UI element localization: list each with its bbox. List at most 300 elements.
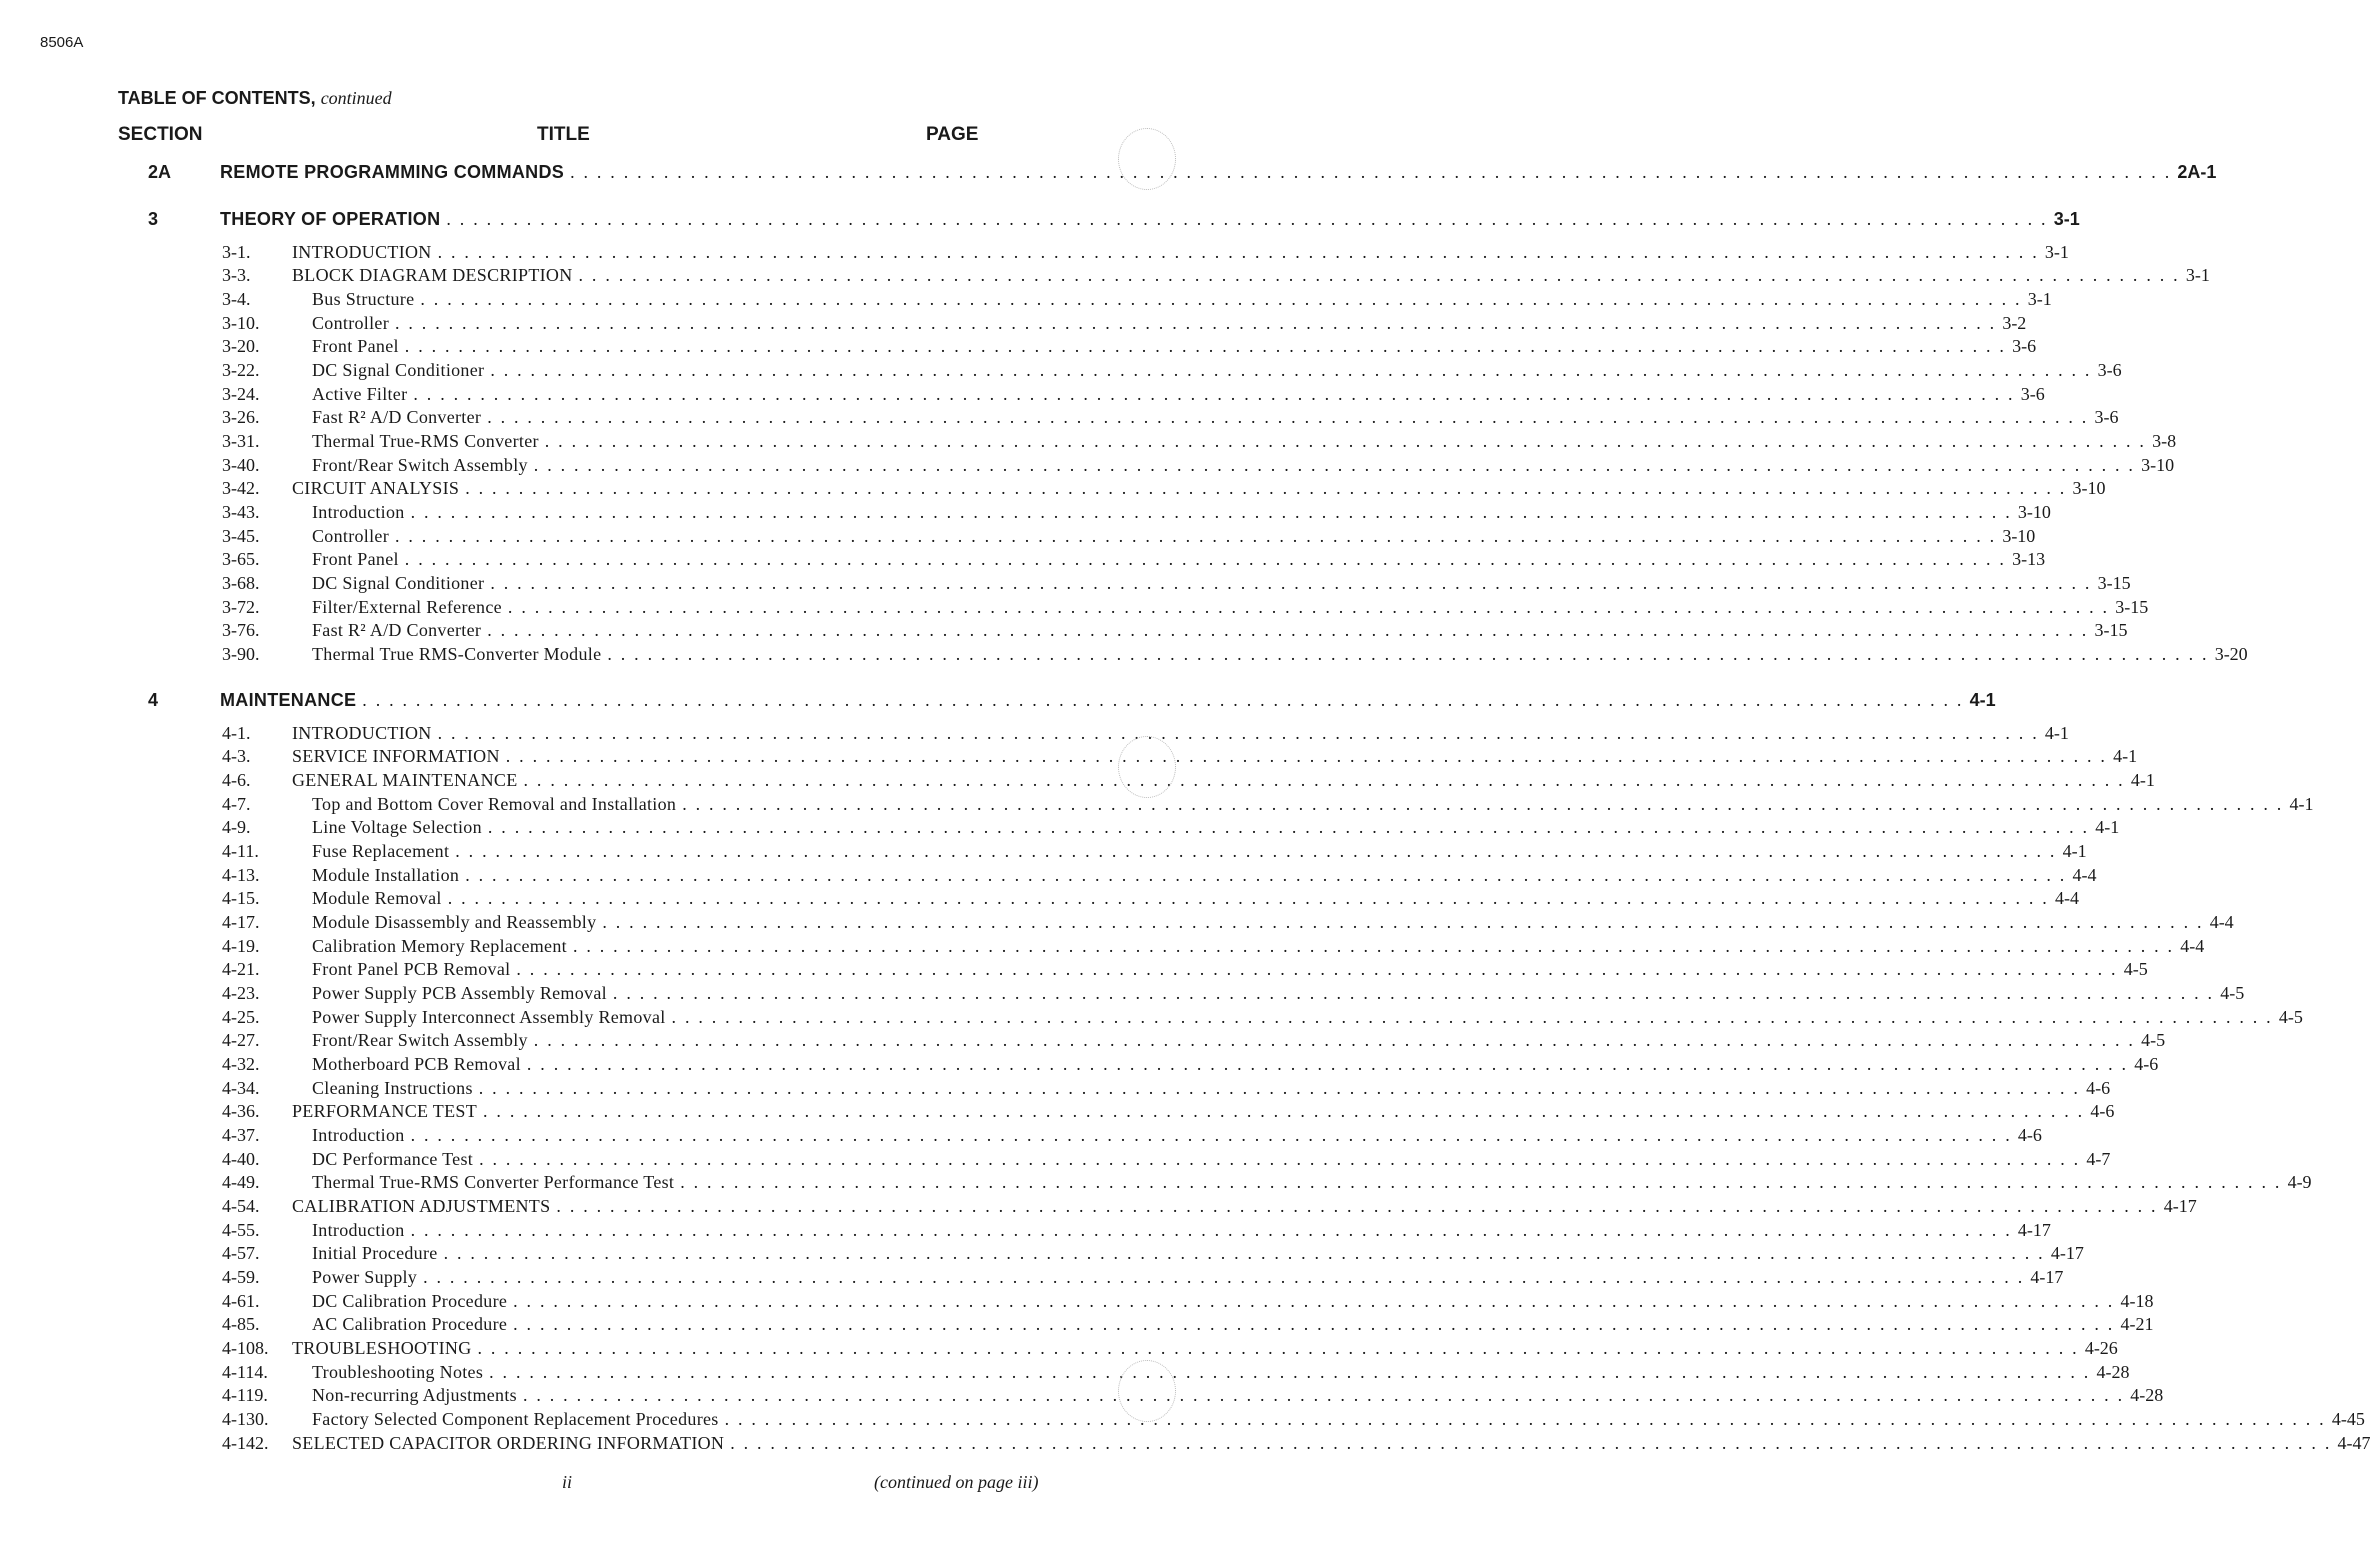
entry-title: Thermal True-RMS Converter Performance Test [312, 1172, 675, 1193]
entry-page: 3-10 [2017, 501, 2051, 522]
entry-page: 4-26 [2084, 1337, 2118, 1358]
entry-page: 4-1 [2289, 793, 2314, 814]
dot-leader: . . . . . . . . . . . . . . . . . . . . . . . . . . . . . . . . . . . . . . . . . . . . . . . . . . . . . . . . . . . . . . . . . . . . . . . . . . . . . . . . . . . . . . . . . . . . . . . . . . . . . . . . . . . . . . . . . . . . . . . . [602, 911, 2204, 932]
entry-title: Introduction [312, 501, 405, 522]
entry-page: 3-15 [2097, 572, 2131, 593]
toc-entry [0, 910, 2234, 934]
entry-number: 4-36. [222, 1101, 260, 1122]
entry-body [312, 888, 2079, 909]
entry-body [312, 1030, 2166, 1051]
entry-page: 4-6 [2086, 1077, 2111, 1098]
toc-entry [0, 429, 2177, 453]
entry-number: 4-130. [222, 1408, 269, 1429]
entry-title: Calibration Memory Replacement [312, 935, 567, 956]
entry-page: 4-18 [2120, 1290, 2154, 1311]
entry-title: Fast R² A/D Converter [312, 620, 482, 641]
toc-entry [0, 816, 2120, 840]
dot-leader: . . . . . . . . . . . . . . . . . . . . . . . . . . . . . . . . . . . . . . . . . . . . . . . . . . . . . . . . . . . . . . . . . . . . . . . . . . . . . . . . . . . . . . . . . . . . . . . . . . . . . . . . . . . . . . . . . . . . . . . . [487, 407, 2089, 428]
entry-page: 4-6 [2090, 1101, 2115, 1122]
entry-title: PERFORMANCE TEST [292, 1101, 478, 1122]
entry-body [312, 1172, 2312, 1193]
entry-number: 4-25. [222, 1006, 260, 1027]
entry-body [312, 572, 2131, 594]
toc-entry [0, 887, 2079, 911]
entry-body [292, 1101, 2115, 1122]
dot-leader: . . . . . . . . . . . . . . . . . . . . . . . . . . . . . . . . . . . . . . . . . . . . . . . . . . . . . . . . . . . . . . . . . . . . . . . . . . . . . . . . . . . . . . . . . . . . . . . . . . . . . . . . . . . . . . . . . . . . . . . . [404, 549, 2007, 570]
entry-page: 4-6 [2134, 1053, 2159, 1074]
entry-body [312, 1408, 2365, 1430]
dot-leader: . . . . . . . . . . . . . . . . . . . . . . . . . . . . . . . . . . . . . . . . . . . . . . . . . . . . . . . . . . . . . . . . . . . . . . . . . . . . . . . . . . . . . . . . . . . . . . . . . . . . . . . . . . . . . . . . . . . . . . . . [513, 1314, 2115, 1335]
entry-number: 3-3. [222, 265, 251, 286]
entry-number: 4-9. [222, 817, 251, 838]
entry-title: Factory Selected Component Replacement Procedures [312, 1408, 719, 1429]
entry-title: Thermal True-RMS Converter [312, 430, 539, 451]
dot-leader: . . . . . . . . . . . . . . . . . . . . . . . . . . . . . . . . . . . . . . . . . . . . . . . . . . . . . . . . . . . . . . . . . . . . . . . . . . . . . . . . . . . . . . . . . . . . . . . . . . . . . . . . . . . . . . . . . . . . . . . . [487, 817, 2090, 838]
entry-title: REMOTE PROGRAMMING COMMANDS [220, 161, 565, 182]
entry-page: 4-1 [1969, 689, 1996, 710]
dot-leader: . . . . . . . . . . . . . . . . . . . . . . . . . . . . . . . . . . . . . . . . . . . . . . . . . . . . . . . . . . . . . . . . . . . . . . . . . . . . . . . . . . . . . . . . . . . . . . . . . . . . . . . . . . . . . . . . . . . . . . . . [578, 265, 2180, 286]
column-header-page: PAGE [926, 124, 979, 145]
toc-entry [0, 863, 2097, 887]
toc-entry [0, 1265, 2064, 1289]
toc-entry [0, 264, 2210, 288]
dot-leader: . . . . . . . . . . . . . . . . . . . . . . . . . . . . . . . . . . . . . . . . . . . . . . . . . . . . . . . . . . . . . . . . . . . . . . . . . . . . . . . . . . . . . . . . . . . . . . . . . . . . . . . . . . . . . . . . . . . . . . . . [544, 430, 2147, 451]
toc-entry [0, 745, 2138, 769]
entry-title: Top and Bottom Cover Removal and Installation [312, 793, 677, 814]
entry-body [292, 478, 2106, 499]
toc-entry [0, 524, 2036, 548]
section-heading [0, 160, 2217, 184]
entry-number: 2A [148, 161, 172, 182]
entry-body [312, 430, 2177, 452]
entry-number: 4-85. [222, 1314, 260, 1335]
entry-number: 4-27. [222, 1030, 260, 1051]
entry-title: Filter/External Reference [312, 596, 502, 617]
entry-title: Power Supply Interconnect Assembly Removal [312, 1006, 666, 1027]
dot-leader: . . . . . . . . . . . . . . . . . . . . . . . . . . . . . . . . . . . . . . . . . . . . . . . . . . . . . . . . . . . . . . . . . . . . . . . . . . . . . . . . . . . . . . . . . . . . . . . . . . . . . . . . . . . . . . . . . . . . . . . . [516, 959, 2118, 980]
toc-entry [0, 382, 2045, 406]
entry-body [312, 288, 2052, 310]
entry-number: 4-119. [222, 1385, 268, 1406]
entry-title: Troubleshooting Notes [312, 1361, 484, 1382]
entry-page: 3-13 [2012, 549, 2046, 570]
toc-entry [0, 1336, 2118, 1360]
dot-leader: . . . . . . . . . . . . . . . . . . . . . . . . . . . . . . . . . . . . . . . . . . . . . . . . . . . . . . . . . . . . . . . . . . . . . . . . . . . . . . . . . . . . . . . . . . . . . . . . . . . . . . . . . . . . . . . . . . . . . . . . [680, 1172, 2282, 1193]
entry-title: DC Signal Conditioner [312, 359, 485, 380]
dot-leader: . . . . . . . . . . . . . . . . . . . . . . . . . . . . . . . . . . . . . . . . . . . . . . . . . . . . . . . . . . . . . . . . . . . . . . . . . . . . . . . . . . . . . . . . . . . . . . . . . . . . . . . . . . . . . . . . . . . . . . . . [478, 1077, 2081, 1098]
entry-body [292, 1195, 2197, 1217]
entry-body [312, 1053, 2159, 1075]
entry-body [312, 643, 2248, 665]
entry-title: Bus Structure [312, 288, 415, 309]
dot-leader: . . . . . . . . . . . . . . . . . . . . . . . . . . . . . . . . . . . . . . . . . . . . . . . . . . . . . . . . . . . . . . . . . . . . . . . . . . . . . . . . . . . . . . . . . . . . . . . . . . . . . . . . . . . . . . . . . . . . . . . . [570, 161, 2172, 182]
toc-title-suffix: continued [320, 88, 392, 108]
entry-title: SELECTED CAPACITOR ORDERING INFORMATION [292, 1432, 725, 1453]
entry-number: 3-68. [222, 572, 260, 593]
entry-number: 3-72. [222, 596, 260, 617]
entry-body [312, 1385, 2164, 1406]
entry-number: 4-142. [222, 1432, 269, 1453]
entry-number: 3-31. [222, 430, 260, 451]
entry-page: 4-1 [2113, 746, 2138, 767]
entry-number: 3 [148, 208, 159, 229]
dot-leader: . . . . . . . . . . . . . . . . . . . . . . . . . . . . . . . . . . . . . . . . . . . . . . . . . . . . . . . . . . . . . . . . . . . . . . . . . . . . . . . . . . . . . . . . . . . . . . . . . . . . . . . . . . . . . . . . . . . . . . . . [526, 1053, 2129, 1074]
toc-entry [0, 1147, 2111, 1171]
entry-page: 4-17 [2030, 1266, 2064, 1287]
toc-entry [0, 1313, 2154, 1337]
entry-body [312, 620, 2128, 641]
entry-page: 4-6 [2017, 1124, 2042, 1145]
entry-page: 3-6 [2097, 359, 2122, 380]
column-header-title: TITLE [537, 124, 590, 145]
entry-body [312, 1290, 2154, 1312]
dot-leader: . . . . . . . . . . . . . . . . . . . . . . . . . . . . . . . . . . . . . . . . . . . . . . . . . . . . . . . . . . . . . . . . . . . . . . . . . . . . . . . . . . . . . . . . . . . . . . . . . . . . . . . . . . . . . . . . . . . . . . . . [410, 501, 2012, 522]
dot-leader: . . . . . . . . . . . . . . . . . . . . . . . . . . . . . . . . . . . . . . . . . . . . . . . . . . . . . . . . . . . . . . . . . . . . . . . . . . . . . . . . . . . . . . . . . . . . . . . . . . . . . . . . . . . . . . . . . . . . . . . . [489, 1361, 2091, 1382]
entry-number: 4-1. [222, 722, 251, 743]
toc-entry [0, 571, 2131, 595]
entry-number: 3-4. [222, 288, 251, 309]
dot-leader: . . . . . . . . . . . . . . . . . . . . . . . . . . . . . . . . . . . . . . . . . . . . . . . . . . . . . . . . . . . . . . . . . . . . . . . . . . . . . . . . . . . . . . . . . . . . . . . . . . . . . . . . . . . . . . . . . . . . . . . . [395, 525, 1997, 546]
punch-hole [1118, 1360, 1176, 1422]
entry-page: 3-1 [2044, 241, 2069, 262]
entry-body [312, 359, 2122, 381]
entry-title: Introduction [312, 1124, 405, 1145]
dot-leader: . . . . . . . . . . . . . . . . . . . . . . . . . . . . . . . . . . . . . . . . . . . . . . . . . . . . . . . . . . . . . . . . . . . . . . . . . . . . . . . . . . . . . . . . . . . . . . . . . . . . . . . . . . . . . . . . . . . . . . . . [483, 1101, 2085, 1122]
entry-title: Non-recurring Adjustments [312, 1385, 517, 1406]
entry-title: Front Panel [312, 549, 399, 570]
toc-entry [0, 1052, 2159, 1076]
entry-page: 3-10 [2072, 478, 2106, 499]
entry-page: 4-17 [2017, 1219, 2051, 1240]
entry-number: 4-49. [222, 1172, 260, 1193]
entry-page: 3-10 [2141, 454, 2175, 475]
dot-leader: . . . . . . . . . . . . . . . . . . . . . . . . . . . . . . . . . . . . . . . . . . . . . . . . . . . . . . . . . . . . . . . . . . . . . . . . . . . . . . . . . . . . . . . . . . . . . . . . . . . . . . . . . . . . . . . . . . . . . . . . [522, 1385, 2125, 1406]
toc-entry [0, 1360, 2130, 1384]
entry-number: 4-21. [222, 959, 260, 980]
entry-number: 4-11. [222, 840, 259, 861]
entry-body [312, 336, 2037, 357]
dot-leader: . . . . . . . . . . . . . . . . . . . . . . . . . . . . . . . . . . . . . . . . . . . . . . . . . . . . . . . . . . . . . . . . . . . . . . . . . . . . . . . . . . . . . . . . . . . . . . . . . . . . . . . . . . . . . . . . . . . . . . . . [447, 888, 2049, 909]
entry-page: 4-28 [2130, 1385, 2164, 1406]
entry-page: 4-5 [2141, 1030, 2166, 1051]
entry-number: 4-7. [222, 793, 251, 814]
model-number: 8506A [40, 34, 84, 51]
toc-entry [0, 1123, 2042, 1147]
dot-leader: . . . . . . . . . . . . . . . . . . . . . . . . . . . . . . . . . . . . . . . . . . . . . . . . . . . . . . . . . . . . . . . . . . . . . . . . . . . . . . . . . . . . . . . . . . . . . . . . . . . . . . . . . . . . . . . . . . . . . . . . [465, 864, 2067, 885]
entry-title: TROUBLESHOOTING [292, 1337, 472, 1358]
entry-body [220, 208, 2080, 230]
entry-body [312, 935, 2205, 957]
entry-body [312, 840, 2087, 862]
entry-body [220, 161, 2217, 183]
entry-page: 3-1 [2053, 208, 2080, 229]
entry-title: Module Installation [312, 864, 460, 885]
toc-entry [0, 477, 2106, 501]
entry-page: 4-4 [2209, 911, 2234, 932]
toc-entry [0, 768, 2155, 792]
entry-title: DC Performance Test [312, 1148, 474, 1169]
entry-title: THEORY OF OPERATION [220, 208, 441, 229]
entry-body [312, 1266, 2064, 1288]
entry-body [312, 454, 2175, 476]
entry-body [312, 596, 2149, 618]
dot-leader: . . . . . . . . . . . . . . . . . . . . . . . . . . . . . . . . . . . . . . . . . . . . . . . . . . . . . . . . . . . . . . . . . . . . . . . . . . . . . . . . . . . . . . . . . . . . . . . . . . . . . . . . . . . . . . . . . . . . . . . . [410, 1219, 2012, 1240]
dot-leader: . . . . . . . . . . . . . . . . . . . . . . . . . . . . . . . . . . . . . . . . . . . . . . . . . . . . . . . . . . . . . . . . . . . . . . . . . . . . . . . . . . . . . . . . . . . . . . . . . . . . . . . . . . . . . . . . . . . . . . . . [487, 620, 2089, 641]
toc-entry [0, 406, 2119, 430]
toc-entry [0, 934, 2205, 958]
dot-leader: . . . . . . . . . . . . . . . . . . . . . . . . . . . . . . . . . . . . . . . . . . . . . . . . . . . . . . . . . . . . . . . . . . . . . . . . . . . . . . . . . . . . . . . . . . . . . . . . . . . . . . . . . . . . . . . . . . . . . . . . [505, 746, 2108, 767]
page-title [118, 88, 392, 109]
entry-body [312, 1314, 2154, 1335]
dot-leader: . . . . . . . . . . . . . . . . . . . . . . . . . . . . . . . . . . . . . . . . . . . . . . . . . . . . . . . . . . . . . . . . . . . . . . . . . . . . . . . . . . . . . . . . . . . . . . . . . . . . . . . . . . . . . . . . . . . . . . . . [455, 840, 2057, 861]
entry-body [292, 746, 2138, 767]
entry-title: Front Panel PCB Removal [312, 959, 511, 980]
dot-leader: . . . . . . . . . . . . . . . . . . . . . . . . . . . . . . . . . . . . . . . . . . . . . . . . . . . . . . . . . . . . . . . . . . . . . . . . . . . . . . . . . . . . . . . . . . . . . . . . . . . . . . . . . . . . . . . . . . . . . . . . [395, 312, 1997, 333]
entry-page: 4-1 [2044, 722, 2069, 743]
entry-number: 3-43. [222, 501, 260, 522]
toc-entry [0, 240, 2069, 264]
entry-page: 3-1 [2027, 288, 2052, 309]
entry-body [292, 241, 2069, 263]
entry-title: DC Calibration Procedure [312, 1290, 508, 1311]
entry-number: 4-23. [222, 982, 260, 1003]
dot-leader: . . . . . . . . . . . . . . . . . . . . . . . . . . . . . . . . . . . . . . . . . . . . . . . . . . . . . . . . . . . . . . . . . . . . . . . . . . . . . . . . . . . . . . . . . . . . . . . . . . . . . . . . . . . . . . . . . . . . . . . . [671, 1006, 2273, 1027]
entry-title: INTRODUCTION [292, 722, 432, 743]
entry-page: 4-7 [2086, 1148, 2111, 1169]
toc-entry [0, 311, 2027, 335]
entry-number: 3-1. [222, 241, 251, 262]
entry-page: 4-1 [2095, 817, 2120, 838]
entry-page: 3-20 [2214, 643, 2248, 664]
entry-number: 3-24. [222, 383, 260, 404]
page-number: ii [562, 1472, 573, 1492]
entry-number: 4-17. [222, 911, 260, 932]
entry-body [292, 1432, 2371, 1454]
entry-number: 3-45. [222, 525, 260, 546]
entry-title: Front/Rear Switch Assembly [312, 454, 528, 475]
entry-number: 3-10. [222, 312, 260, 333]
entry-title: CIRCUIT ANALYSIS [292, 478, 460, 499]
entry-body [312, 383, 2045, 405]
entry-body [312, 1077, 2111, 1099]
entry-page: 3-6 [2020, 383, 2045, 404]
entry-page: 3-8 [2152, 430, 2177, 451]
entry-body [292, 722, 2069, 744]
punch-hole [1118, 736, 1176, 798]
toc-entry [0, 1242, 2084, 1266]
entry-title: Motherboard PCB Removal [312, 1053, 521, 1074]
entry-number: 4-37. [222, 1124, 260, 1145]
dot-leader: . . . . . . . . . . . . . . . . . . . . . . . . . . . . . . . . . . . . . . . . . . . . . . . . . . . . . . . . . . . . . . . . . . . . . . . . . . . . . . . . . . . . . . . . . . . . . . . . . . . . . . . . . . . . . . . . . . . . . . . . [413, 383, 2015, 404]
entry-body [312, 501, 2051, 523]
entry-title: DC Signal Conditioner [312, 572, 485, 593]
dot-leader: . . . . . . . . . . . . . . . . . . . . . . . . . . . . . . . . . . . . . . . . . . . . . . . . . . . . . . . . . . . . . . . . . . . . . . . . . . . . . . . . . . . . . . . . . . . . . . . . . . . . . . . . . . . . . . . . . . . . . . . . [443, 1243, 2045, 1264]
entry-title: Module Disassembly and Reassembly [312, 911, 597, 932]
entry-number: 3-40. [222, 454, 260, 475]
entry-title: MAINTENANCE [220, 689, 357, 710]
entry-page: 2A-1 [2177, 161, 2217, 182]
toc-entry [0, 1218, 2051, 1242]
entry-page: 3-15 [2115, 596, 2149, 617]
dot-leader: . . . . . . . . . . . . . . . . . . . . . . . . . . . . . . . . . . . . . . . . . . . . . . . . . . . . . . . . . . . . . . . . . . . . . . . . . . . . . . . . . . . . . . . . . . . . . . . . . . . . . . . . . . . . . . . . . . . . . . . . [477, 1337, 2079, 1358]
entry-body [312, 1148, 2111, 1170]
entry-title: BLOCK DIAGRAM DESCRIPTION [292, 265, 573, 286]
entry-number: 3-22. [222, 359, 260, 380]
dot-leader: . . . . . . . . . . . . . . . . . . . . . . . . . . . . . . . . . . . . . . . . . . . . . . . . . . . . . . . . . . . . . . . . . . . . . . . . . . . . . . . . . . . . . . . . . . . . . . . . . . . . . . . . . . . . . . . . . . . . . . . . [404, 336, 2007, 357]
entry-page: 4-17 [2163, 1195, 2197, 1216]
entry-page: 3-15 [2094, 620, 2128, 641]
entry-body [312, 982, 2245, 1004]
entry-body [292, 265, 2210, 286]
entry-body [292, 1337, 2118, 1359]
entry-body [312, 549, 2046, 570]
entry-number: 4-32. [222, 1053, 260, 1074]
toc-entry [0, 453, 2175, 477]
dot-leader: . . . . . . . . . . . . . . . . . . . . . . . . . . . . . . . . . . . . . . . . . . . . . . . . . . . . . . . . . . . . . . . . . . . . . . . . . . . . . . . . . . . . . . . . . . . . . . . . . . . . . . . . . . . . . . . . . . . . . . . . [607, 643, 2209, 664]
entry-title: Power Supply PCB Assembly Removal [312, 982, 607, 1003]
toc-entry [0, 500, 2051, 524]
toc-entry [0, 1005, 2303, 1029]
dot-leader: . . . . . . . . . . . . . . . . . . . . . . . . . . . . . . . . . . . . . . . . . . . . . . . . . . . . . . . . . . . . . . . . . . . . . . . . . . . . . . . . . . . . . . . . . . . . . . . . . . . . . . . . . . . . . . . . . . . . . . . . [362, 689, 1964, 710]
entry-page: 3-2 [2002, 312, 2027, 333]
entry-number: 4-108. [222, 1337, 269, 1358]
entry-number: 4-19. [222, 935, 260, 956]
dot-leader: . . . . . . . . . . . . . . . . . . . . . . . . . . . . . . . . . . . . . . . . . . . . . . . . . . . . . . . . . . . . . . . . . . . . . . . . . . . . . . . . . . . . . . . . . . . . . . . . . . . . . . . . . . . . . . . . . . . . . . . . [730, 1432, 2332, 1453]
entry-body [312, 864, 2097, 886]
dot-leader: . . . . . . . . . . . . . . . . . . . . . . . . . . . . . . . . . . . . . . . . . . . . . . . . . . . . . . . . . . . . . . . . . . . . . . . . . . . . . . . . . . . . . . . . . . . . . . . . . . . . . . . . . . . . . . . . . . . . . . . . [446, 208, 2048, 229]
entry-title: INTRODUCTION [292, 241, 432, 262]
entry-body [312, 407, 2119, 428]
dot-leader: . . . . . . . . . . . . . . . . . . . . . . . . . . . . . . . . . . . . . . . . . . . . . . . . . . . . . . . . . . . . . . . . . . . . . . . . . . . . . . . . . . . . . . . . . . . . . . . . . . . . . . . . . . . . . . . . . . . . . . . . [410, 1124, 2012, 1145]
entry-title: Line Voltage Selection [312, 817, 482, 838]
entry-title: Initial Procedure [312, 1243, 438, 1264]
entry-title: Front Panel [312, 336, 399, 357]
toc-entry [0, 1029, 2166, 1053]
dot-leader: . . . . . . . . . . . . . . . . . . . . . . . . . . . . . . . . . . . . . . . . . . . . . . . . . . . . . . . . . . . . . . . . . . . . . . . . . . . . . . . . . . . . . . . . . . . . . . . . . . . . . . . . . . . . . . . . . . . . . . . . [612, 982, 2215, 1003]
toc-entry [0, 721, 2069, 745]
entry-page: 4-9 [2287, 1172, 2312, 1193]
entry-body [312, 793, 2314, 815]
toc-entry [0, 335, 2037, 359]
entry-title: AC Calibration Procedure [312, 1314, 508, 1335]
entry-body [312, 1006, 2303, 1028]
entry-page: 4-4 [2180, 935, 2205, 956]
dot-leader: . . . . . . . . . . . . . . . . . . . . . . . . . . . . . . . . . . . . . . . . . . . . . . . . . . . . . . . . . . . . . . . . . . . . . . . . . . . . . . . . . . . . . . . . . . . . . . . . . . . . . . . . . . . . . . . . . . . . . . . . [523, 769, 2125, 790]
entry-title: Fast R² A/D Converter [312, 407, 482, 428]
entry-number: 4-34. [222, 1077, 260, 1098]
toc-entry [0, 958, 2148, 982]
entry-page: 4-5 [2220, 982, 2245, 1003]
entry-page: 4-28 [2096, 1361, 2130, 1382]
entry-title: Module Removal [312, 888, 442, 909]
toc-title-text: TABLE OF CONTENTS, [118, 88, 316, 108]
entry-number: 4-114. [222, 1361, 268, 1382]
entry-number: 4-6. [222, 769, 251, 790]
entry-page: 4-1 [2062, 840, 2087, 861]
entry-number: 4-55. [222, 1219, 260, 1240]
entry-title: Power Supply [312, 1266, 418, 1287]
dot-leader: . . . . . . . . . . . . . . . . . . . . . . . . . . . . . . . . . . . . . . . . . . . . . . . . . . . . . . . . . . . . . . . . . . . . . . . . . . . . . . . . . . . . . . . . . . . . . . . . . . . . . . . . . . . . . . . . . . . . . . . . [490, 359, 2092, 380]
entry-title: SERVICE INFORMATION [292, 746, 500, 767]
entry-number: 4-15. [222, 888, 260, 909]
entry-title: Active Filter [312, 383, 408, 404]
entry-title: Introduction [312, 1219, 405, 1240]
dot-leader: . . . . . . . . . . . . . . . . . . . . . . . . . . . . . . . . . . . . . . . . . . . . . . . . . . . . . . . . . . . . . . . . . . . . . . . . . . . . . . . . . . . . . . . . . . . . . . . . . . . . . . . . . . . . . . . . . . . . . . . . [724, 1408, 2326, 1429]
entry-page: 4-4 [2072, 864, 2097, 885]
dot-leader: . . . . . . . . . . . . . . . . . . . . . . . . . . . . . . . . . . . . . . . . . . . . . . . . . . . . . . . . . . . . . . . . . . . . . . . . . . . . . . . . . . . . . . . . . . . . . . . . . . . . . . . . . . . . . . . . . . . . . . . . [682, 793, 2284, 814]
entry-number: 4-3. [222, 746, 251, 767]
punch-hole [1118, 128, 1176, 190]
entry-body [312, 1361, 2130, 1383]
entry-page: 3-10 [2002, 525, 2036, 546]
dot-leader: . . . . . . . . . . . . . . . . . . . . . . . . . . . . . . . . . . . . . . . . . . . . . . . . . . . . . . . . . . . . . . . . . . . . . . . . . . . . . . . . . . . . . . . . . . . . . . . . . . . . . . . . . . . . . . . . . . . . . . . . [465, 478, 2067, 499]
entry-page: 3-6 [2012, 336, 2037, 357]
entry-body [312, 1219, 2051, 1241]
toc-entry [0, 1431, 2371, 1455]
dot-leader: . . . . . . . . . . . . . . . . . . . . . . . . . . . . . . . . . . . . . . . . . . . . . . . . . . . . . . . . . . . . . . . . . . . . . . . . . . . . . . . . . . . . . . . . . . . . . . . . . . . . . . . . . . . . . . . . . . . . . . . . [513, 1290, 2115, 1311]
dot-leader: . . . . . . . . . . . . . . . . . . . . . . . . . . . . . . . . . . . . . . . . . . . . . . . . . . . . . . . . . . . . . . . . . . . . . . . . . . . . . . . . . . . . . . . . . . . . . . . . . . . . . . . . . . . . . . . . . . . . . . . . [533, 1030, 2136, 1051]
continued-note: (continued on page iii) [874, 1472, 1039, 1492]
entry-page: 3-1 [2185, 265, 2210, 286]
toc-entry [0, 981, 2245, 1005]
toc-entry [0, 1289, 2154, 1313]
entry-page: 4-17 [2050, 1243, 2084, 1264]
entry-body [312, 312, 2027, 334]
entry-number: 3-20. [222, 336, 260, 357]
toc-entry [0, 1194, 2197, 1218]
entry-title: CALIBRATION ADJUSTMENTS [292, 1195, 551, 1216]
entry-body [312, 1124, 2042, 1146]
entry-body [312, 1243, 2084, 1264]
dot-leader: . . . . . . . . . . . . . . . . . . . . . . . . . . . . . . . . . . . . . . . . . . . . . . . . . . . . . . . . . . . . . . . . . . . . . . . . . . . . . . . . . . . . . . . . . . . . . . . . . . . . . . . . . . . . . . . . . . . . . . . . [572, 935, 2175, 956]
dot-leader: . . . . . . . . . . . . . . . . . . . . . . . . . . . . . . . . . . . . . . . . . . . . . . . . . . . . . . . . . . . . . . . . . . . . . . . . . . . . . . . . . . . . . . . . . . . . . . . . . . . . . . . . . . . . . . . . . . . . . . . . [556, 1195, 2158, 1216]
dot-leader: . . . . . . . . . . . . . . . . . . . . . . . . . . . . . . . . . . . . . . . . . . . . . . . . . . . . . . . . . . . . . . . . . . . . . . . . . . . . . . . . . . . . . . . . . . . . . . . . . . . . . . . . . . . . . . . . . . . . . . . . [437, 722, 2039, 743]
section-heading [0, 688, 1996, 712]
column-header-section: SECTION [118, 124, 203, 145]
entry-page: 4-4 [2055, 888, 2079, 909]
entry-title: Front/Rear Switch Assembly [312, 1030, 528, 1051]
toc-entry [0, 595, 2149, 619]
toc-entry [0, 1407, 2365, 1431]
dot-leader: . . . . . . . . . . . . . . . . . . . . . . . . . . . . . . . . . . . . . . . . . . . . . . . . . . . . . . . . . . . . . . . . . . . . . . . . . . . . . . . . . . . . . . . . . . . . . . . . . . . . . . . . . . . . . . . . . . . . . . . . [479, 1148, 2081, 1169]
dot-leader: . . . . . . . . . . . . . . . . . . . . . . . . . . . . . . . . . . . . . . . . . . . . . . . . . . . . . . . . . . . . . . . . . . . . . . . . . . . . . . . . . . . . . . . . . . . . . . . . . . . . . . . . . . . . . . . . . . . . . . . . [507, 596, 2110, 617]
entry-body [312, 959, 2148, 980]
entry-body [312, 817, 2120, 838]
entry-number: 4-54. [222, 1195, 260, 1216]
dot-leader: . . . . . . . . . . . . . . . . . . . . . . . . . . . . . . . . . . . . . . . . . . . . . . . . . . . . . . . . . . . . . . . . . . . . . . . . . . . . . . . . . . . . . . . . . . . . . . . . . . . . . . . . . . . . . . . . . . . . . . . . [490, 572, 2092, 593]
toc-entry [0, 1384, 2164, 1408]
entry-number: 4-61. [222, 1290, 260, 1311]
entry-page: 4-45 [2331, 1408, 2365, 1429]
entry-number: 3-90. [222, 643, 260, 664]
toc-entry [0, 839, 2087, 863]
entry-title: Thermal True RMS-Converter Module [312, 643, 602, 664]
entry-number: 4-59. [222, 1266, 260, 1287]
entry-title: Fuse Replacement [312, 840, 450, 861]
entry-title: Controller [312, 525, 389, 546]
entry-page: 4-47 [2337, 1432, 2371, 1453]
dot-leader: . . . . . . . . . . . . . . . . . . . . . . . . . . . . . . . . . . . . . . . . . . . . . . . . . . . . . . . . . . . . . . . . . . . . . . . . . . . . . . . . . . . . . . . . . . . . . . . . . . . . . . . . . . . . . . . . . . . . . . . . [420, 288, 2022, 309]
entry-number: 4-57. [222, 1243, 260, 1264]
toc-entry [0, 1076, 2111, 1100]
toc-entry [0, 358, 2122, 382]
entry-page: 4-5 [2278, 1006, 2303, 1027]
toc-entry [0, 642, 2248, 666]
toc-entry [0, 548, 2046, 572]
toc-entry [0, 1100, 2115, 1124]
toc-entry [0, 619, 2128, 643]
toc-entry [0, 792, 2314, 816]
